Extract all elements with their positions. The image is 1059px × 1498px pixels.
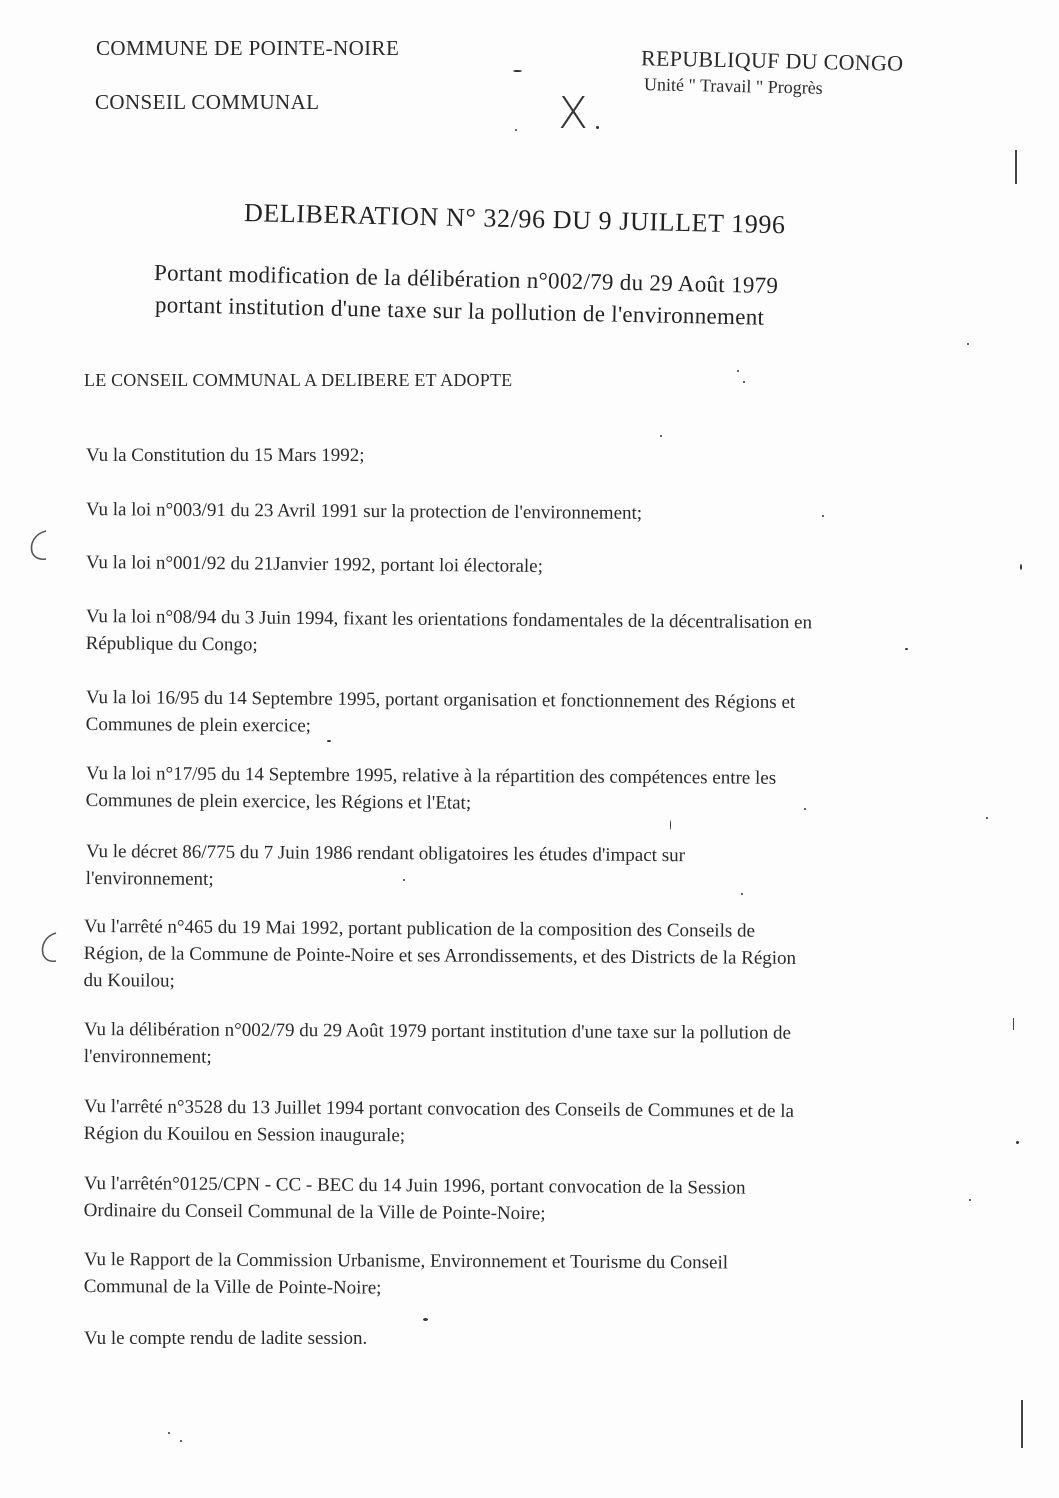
scan-artifact <box>660 435 662 437</box>
scan-artifact <box>967 343 969 345</box>
vu-line: Vu le décret 86/775 du 7 Juin 1986 rendant obligatoires les études d'impact sur <box>85 840 686 867</box>
margin-punch-mark <box>26 528 50 562</box>
vu-item <box>83 913 954 1000</box>
vu-line: Vu la Constitution du 15 Mars 1992; <box>86 445 365 466</box>
vu-line: Vu la loi n°17/95 du 14 Septembre 1995, relative à la répartition des compétences entre les <box>85 762 777 789</box>
vu-line: Communes de plein exercice, les Régions et l'Etat; <box>85 789 472 814</box>
vu-item <box>84 1325 954 1352</box>
commune-name: COMMUNE DE POINTE-NOIRE <box>96 36 400 60</box>
vu-line: Vu l'arrêté n°3528 du 13 Juillet 1994 portant convocation des Conseils de Communes et de la <box>83 1095 795 1122</box>
vu-line: République du Congo; <box>85 632 258 656</box>
council-name: CONSEIL COMMUNAL <box>95 90 320 114</box>
vu-line: Vu le compte rendu de ladite session. <box>84 1328 368 1349</box>
vu-line: Vu la loi n°003/91 du 23 Avril 1991 sur la protection de l'environnement; <box>85 498 643 524</box>
vu-line: Vu la loi n°08/94 du 3 Juin 1994, fixant les orientations fondamentales de la décentralisation en <box>85 605 813 634</box>
vu-line: Vu la délibération n°002/79 du 29 Août 1979 portant institution d'une taxe sur la pollution de <box>83 1018 791 1044</box>
vu-line: Vu l'arrêtén°0125/CPN - CC - BEC du 14 Juin 1996, portant convocation de la Session <box>83 1172 746 1199</box>
scan-artifact <box>513 70 522 72</box>
scan-artifact <box>423 1318 428 1321</box>
vu-line: l'environnement; <box>85 867 214 890</box>
margin-punch-mark <box>38 930 60 964</box>
vu-item <box>86 442 956 469</box>
scan-artifact <box>804 808 806 810</box>
scan-artifact <box>1021 1400 1023 1448</box>
subtitle-line-1: Portant modification de la délibération n°002/79 du 29 Août 1979 <box>153 260 779 299</box>
country-name: REPUBLIQUF DU CONGO <box>640 45 904 76</box>
vu-line: Communes de plein exercice; <box>85 713 312 737</box>
vu-line: Région, de la Commune de Pointe-Noire et ses Arrondissements, et des Districts de la Région <box>83 942 797 969</box>
vu-item <box>84 1246 954 1305</box>
preamble: LE CONSEIL COMMUNAL A DELIBERE ET ADOPTE <box>84 370 513 390</box>
country-motto: Unité " Travail " Progrès <box>643 74 823 98</box>
scan-artifact <box>327 740 331 742</box>
vu-line: Vu l'arrêté n°465 du 19 Mai 1992, portant publication de la composition des Conseils de <box>83 915 756 942</box>
scan-artifact <box>737 370 739 372</box>
vu-item <box>86 603 956 665</box>
scan-artifact <box>670 820 671 830</box>
scan-artifact <box>1013 1018 1014 1030</box>
deliberation-title: DELIBERATION N° 32/96 DU 9 JUILLET 1996 <box>243 198 786 240</box>
vu-line: l'environnement; <box>83 1045 212 1068</box>
vu-line: Vu la loi n°001/92 du 21Janvier 1992, portant loi électorale; <box>85 551 544 577</box>
scan-artifact <box>905 648 908 650</box>
vu-item <box>86 549 956 584</box>
scan-artifact <box>515 129 517 131</box>
vu-item <box>84 1170 954 1230</box>
vu-item <box>86 496 956 529</box>
scan-artifact <box>168 1432 170 1434</box>
vu-item <box>86 760 956 820</box>
scan-artifact <box>1020 564 1022 570</box>
subtitle-line-2: portant institution d'une taxe sur la pollution de l'environnement <box>154 292 765 330</box>
scan-artifact <box>741 893 743 895</box>
vu-line: du Kouilou; <box>83 969 175 992</box>
vu-line: Vu la loi 16/95 du 14 Septembre 1995, portant organisation et fonctionnement des Régions et <box>85 686 796 713</box>
scan-artifact <box>403 879 405 881</box>
vu-item <box>86 684 956 744</box>
scan-artifact <box>969 1199 971 1201</box>
vu-line: Ordinaire du Conseil Communal de la Ville de Pointe-Noire; <box>83 1199 546 1225</box>
handwritten-x-mark: X <box>558 88 589 139</box>
scan-artifact <box>743 381 745 383</box>
vu-line: Vu le Rapport de la Commission Urbanisme, Environnement et Tourisme du Conseil <box>83 1249 729 1274</box>
scan-artifact <box>986 817 988 819</box>
vu-item <box>84 1093 954 1153</box>
scan-artifact <box>822 515 824 517</box>
scan-artifact <box>1015 150 1017 184</box>
vu-line: Communal de la Ville de Pointe-Noire; <box>83 1275 382 1299</box>
scan-artifact <box>1016 1141 1019 1144</box>
scan-artifact <box>180 1440 182 1442</box>
vu-item <box>84 1016 954 1075</box>
vu-line: Région du Kouilou en Session inaugurale; <box>83 1122 406 1147</box>
vu-item <box>86 838 956 898</box>
scan-artifact <box>596 126 599 129</box>
